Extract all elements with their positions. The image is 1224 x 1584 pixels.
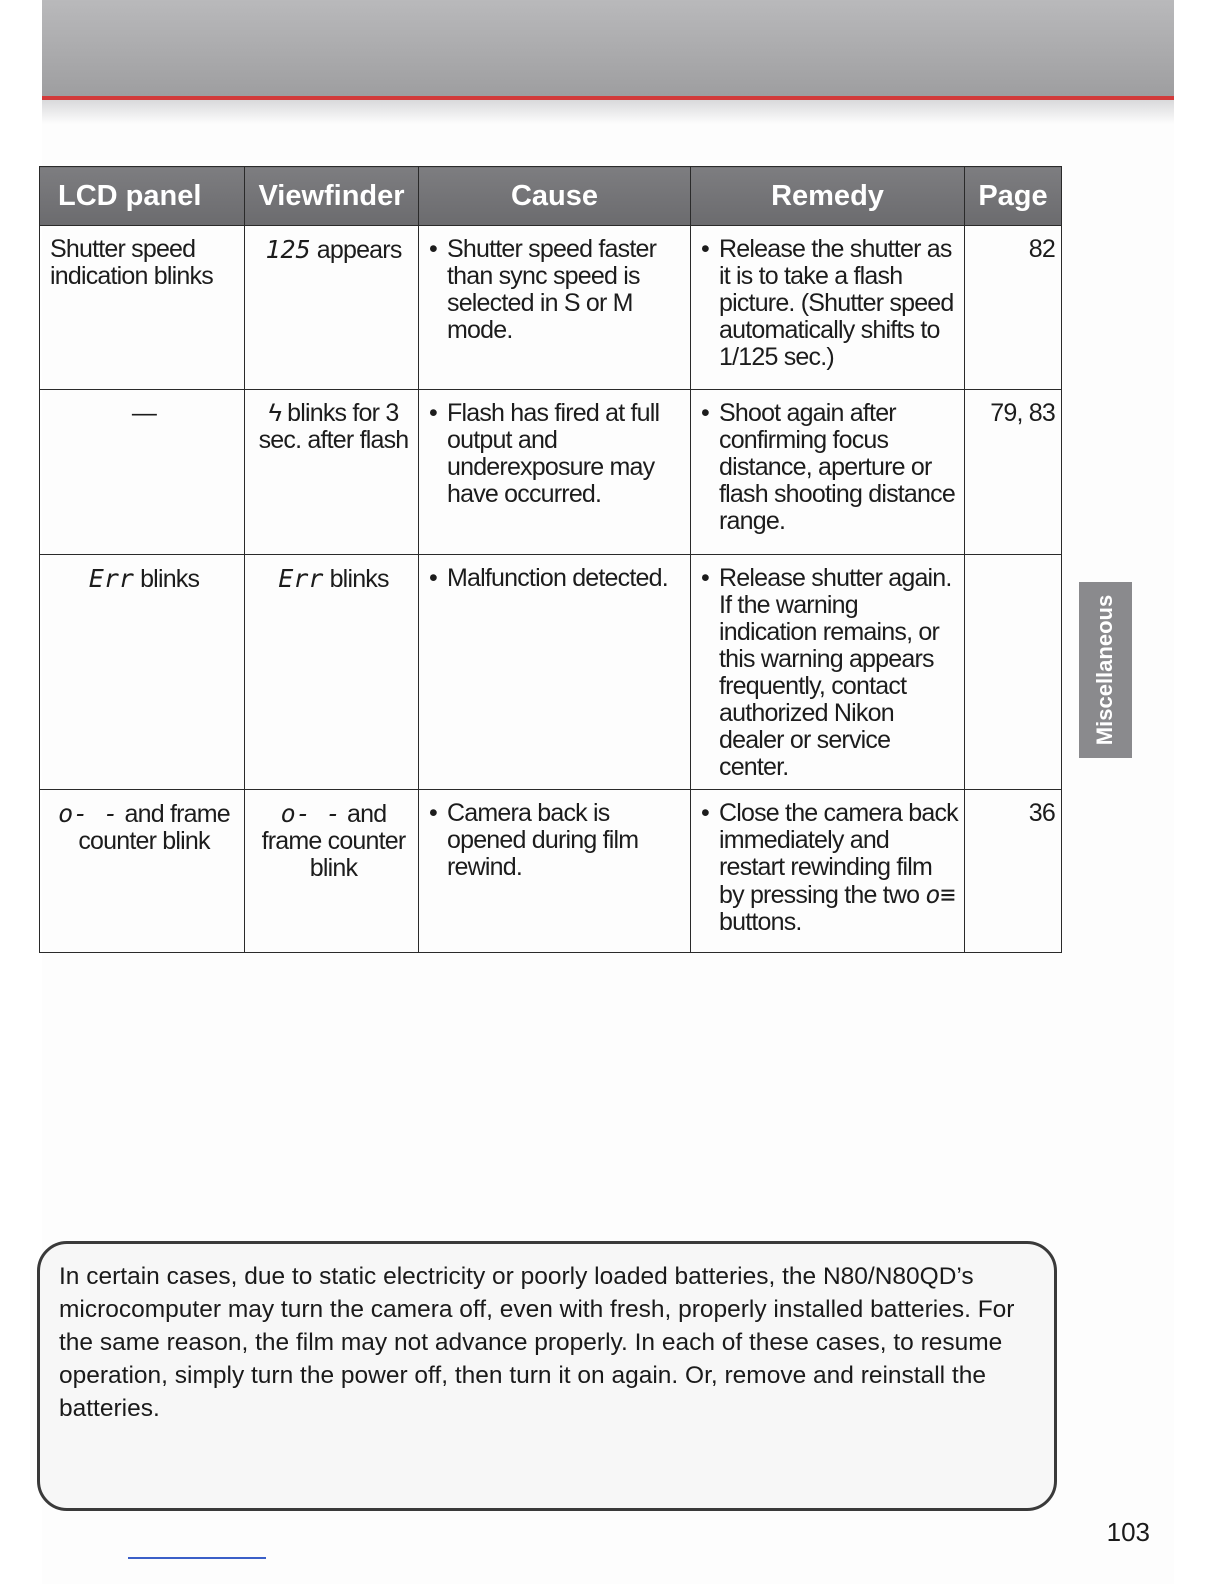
cell-cause: [419, 555, 691, 790]
cell-page: [965, 390, 1062, 555]
note-box: [37, 1241, 1057, 1511]
flash-ready-icon: ϟ: [268, 399, 281, 427]
film-rewind-glyph: o- -: [58, 799, 119, 828]
table-header-row: [40, 167, 1062, 226]
bullet-icon: •: [701, 799, 709, 827]
cause-text: Shutter speed faster than sync speed is selected in S or M mode.: [447, 235, 657, 344]
table-row: [40, 790, 1062, 953]
cell-viewfinder: [245, 790, 419, 953]
cell-lcd: [40, 790, 245, 953]
film-rewind-glyph: o- -: [280, 799, 341, 828]
header-shadow: [42, 100, 1174, 124]
note-text: In certain cases, due to static electricity or poorly loaded batteries, the N80/N80QD’s microcomputer may turn the camera off, even with fresh, properly installed batteries. For the same reason, the film may not advance properly. In each of these cases, to resume operation, simply turn the power off, then turn it on again. Or, remove and reinstall the batteries.: [59, 1263, 1015, 1422]
bullet-icon: •: [701, 564, 709, 592]
cell-viewfinder: [245, 555, 419, 790]
viewfinder-text: appears: [310, 236, 402, 264]
remedy-text-main: Close the camera back immediately and restart rewinding film by pressing the two: [719, 799, 958, 909]
cell-cause: [419, 226, 691, 390]
cell-viewfinder: [245, 226, 419, 390]
header-cause: Cause: [419, 167, 691, 226]
error-glyph: Err: [88, 564, 134, 593]
cell-remedy: [691, 390, 965, 555]
cell-lcd: [40, 390, 245, 555]
cause-text: Camera back is opened during film rewind.: [447, 799, 639, 881]
section-tab-label: Miscellaneous: [1092, 594, 1118, 746]
page-ref: 36: [1028, 799, 1055, 827]
section-tab: [1079, 582, 1132, 758]
cell-page: [965, 226, 1062, 390]
cell-page: [965, 555, 1062, 790]
remedy-text-tail: buttons.: [719, 908, 802, 936]
header-page: Page: [965, 167, 1062, 226]
header-viewfinder: Viewfinder: [245, 167, 419, 226]
shutter-speed-glyph: 125: [265, 235, 311, 264]
lcd-text: and frame counter blink: [78, 800, 230, 855]
error-glyph: Err: [278, 564, 324, 593]
cell-remedy: [691, 555, 965, 790]
film-rewind-button-icon: o≡: [925, 880, 956, 909]
viewfinder-text: blinks: [323, 565, 389, 593]
lcd-text: blinks: [133, 565, 200, 593]
lcd-text: Shutter speed indication blinks: [50, 235, 213, 290]
header-lcd-panel: LCD panel: [40, 167, 245, 226]
bullet-icon: •: [429, 235, 437, 263]
header-remedy: Remedy: [691, 167, 965, 226]
table-row: [40, 226, 1062, 390]
cause-text: Flash has fired at full output and underexposure may have occurred.: [447, 399, 660, 508]
page-number: 103: [1106, 1517, 1150, 1547]
cause-text: Malfunction detected.: [447, 564, 668, 592]
bottom-rule: [128, 1557, 266, 1559]
bullet-icon: •: [701, 399, 709, 427]
remedy-text: Release shutter again. If the warning indication remains, or this warning appears frequently, contact authorized Nikon dealer or service center.: [719, 564, 952, 781]
cell-remedy: [691, 790, 965, 953]
cell-lcd: [40, 226, 245, 390]
remedy-text: Shoot again after confirming focus distance, aperture or flash shooting distance range.: [719, 399, 955, 535]
table-row: [40, 555, 1062, 790]
page-ref: 79, 83: [990, 399, 1055, 427]
cell-viewfinder: [245, 390, 419, 555]
header-band: [42, 0, 1174, 96]
cell-lcd: [40, 555, 245, 790]
cell-cause: [419, 390, 691, 555]
page-ref: 82: [1028, 235, 1055, 263]
bullet-icon: •: [429, 564, 437, 592]
remedy-text: Release the shutter as it is to take a flash picture. (Shutter speed automatically shifts to 1/125 sec.): [719, 235, 954, 371]
cell-remedy: [691, 226, 965, 390]
lcd-text: —: [131, 399, 157, 427]
cell-cause: [419, 790, 691, 953]
troubleshooting-table: [39, 166, 1062, 953]
bullet-icon: •: [429, 399, 437, 427]
viewfinder-text: blinks for 3 sec. after flash: [258, 399, 409, 454]
table-row: [40, 390, 1062, 555]
remedy-text: [719, 800, 958, 936]
viewfinder-text: and frame counter blink: [261, 800, 406, 882]
cell-page: [965, 790, 1062, 953]
bullet-icon: •: [701, 235, 709, 263]
bullet-icon: •: [429, 799, 437, 827]
